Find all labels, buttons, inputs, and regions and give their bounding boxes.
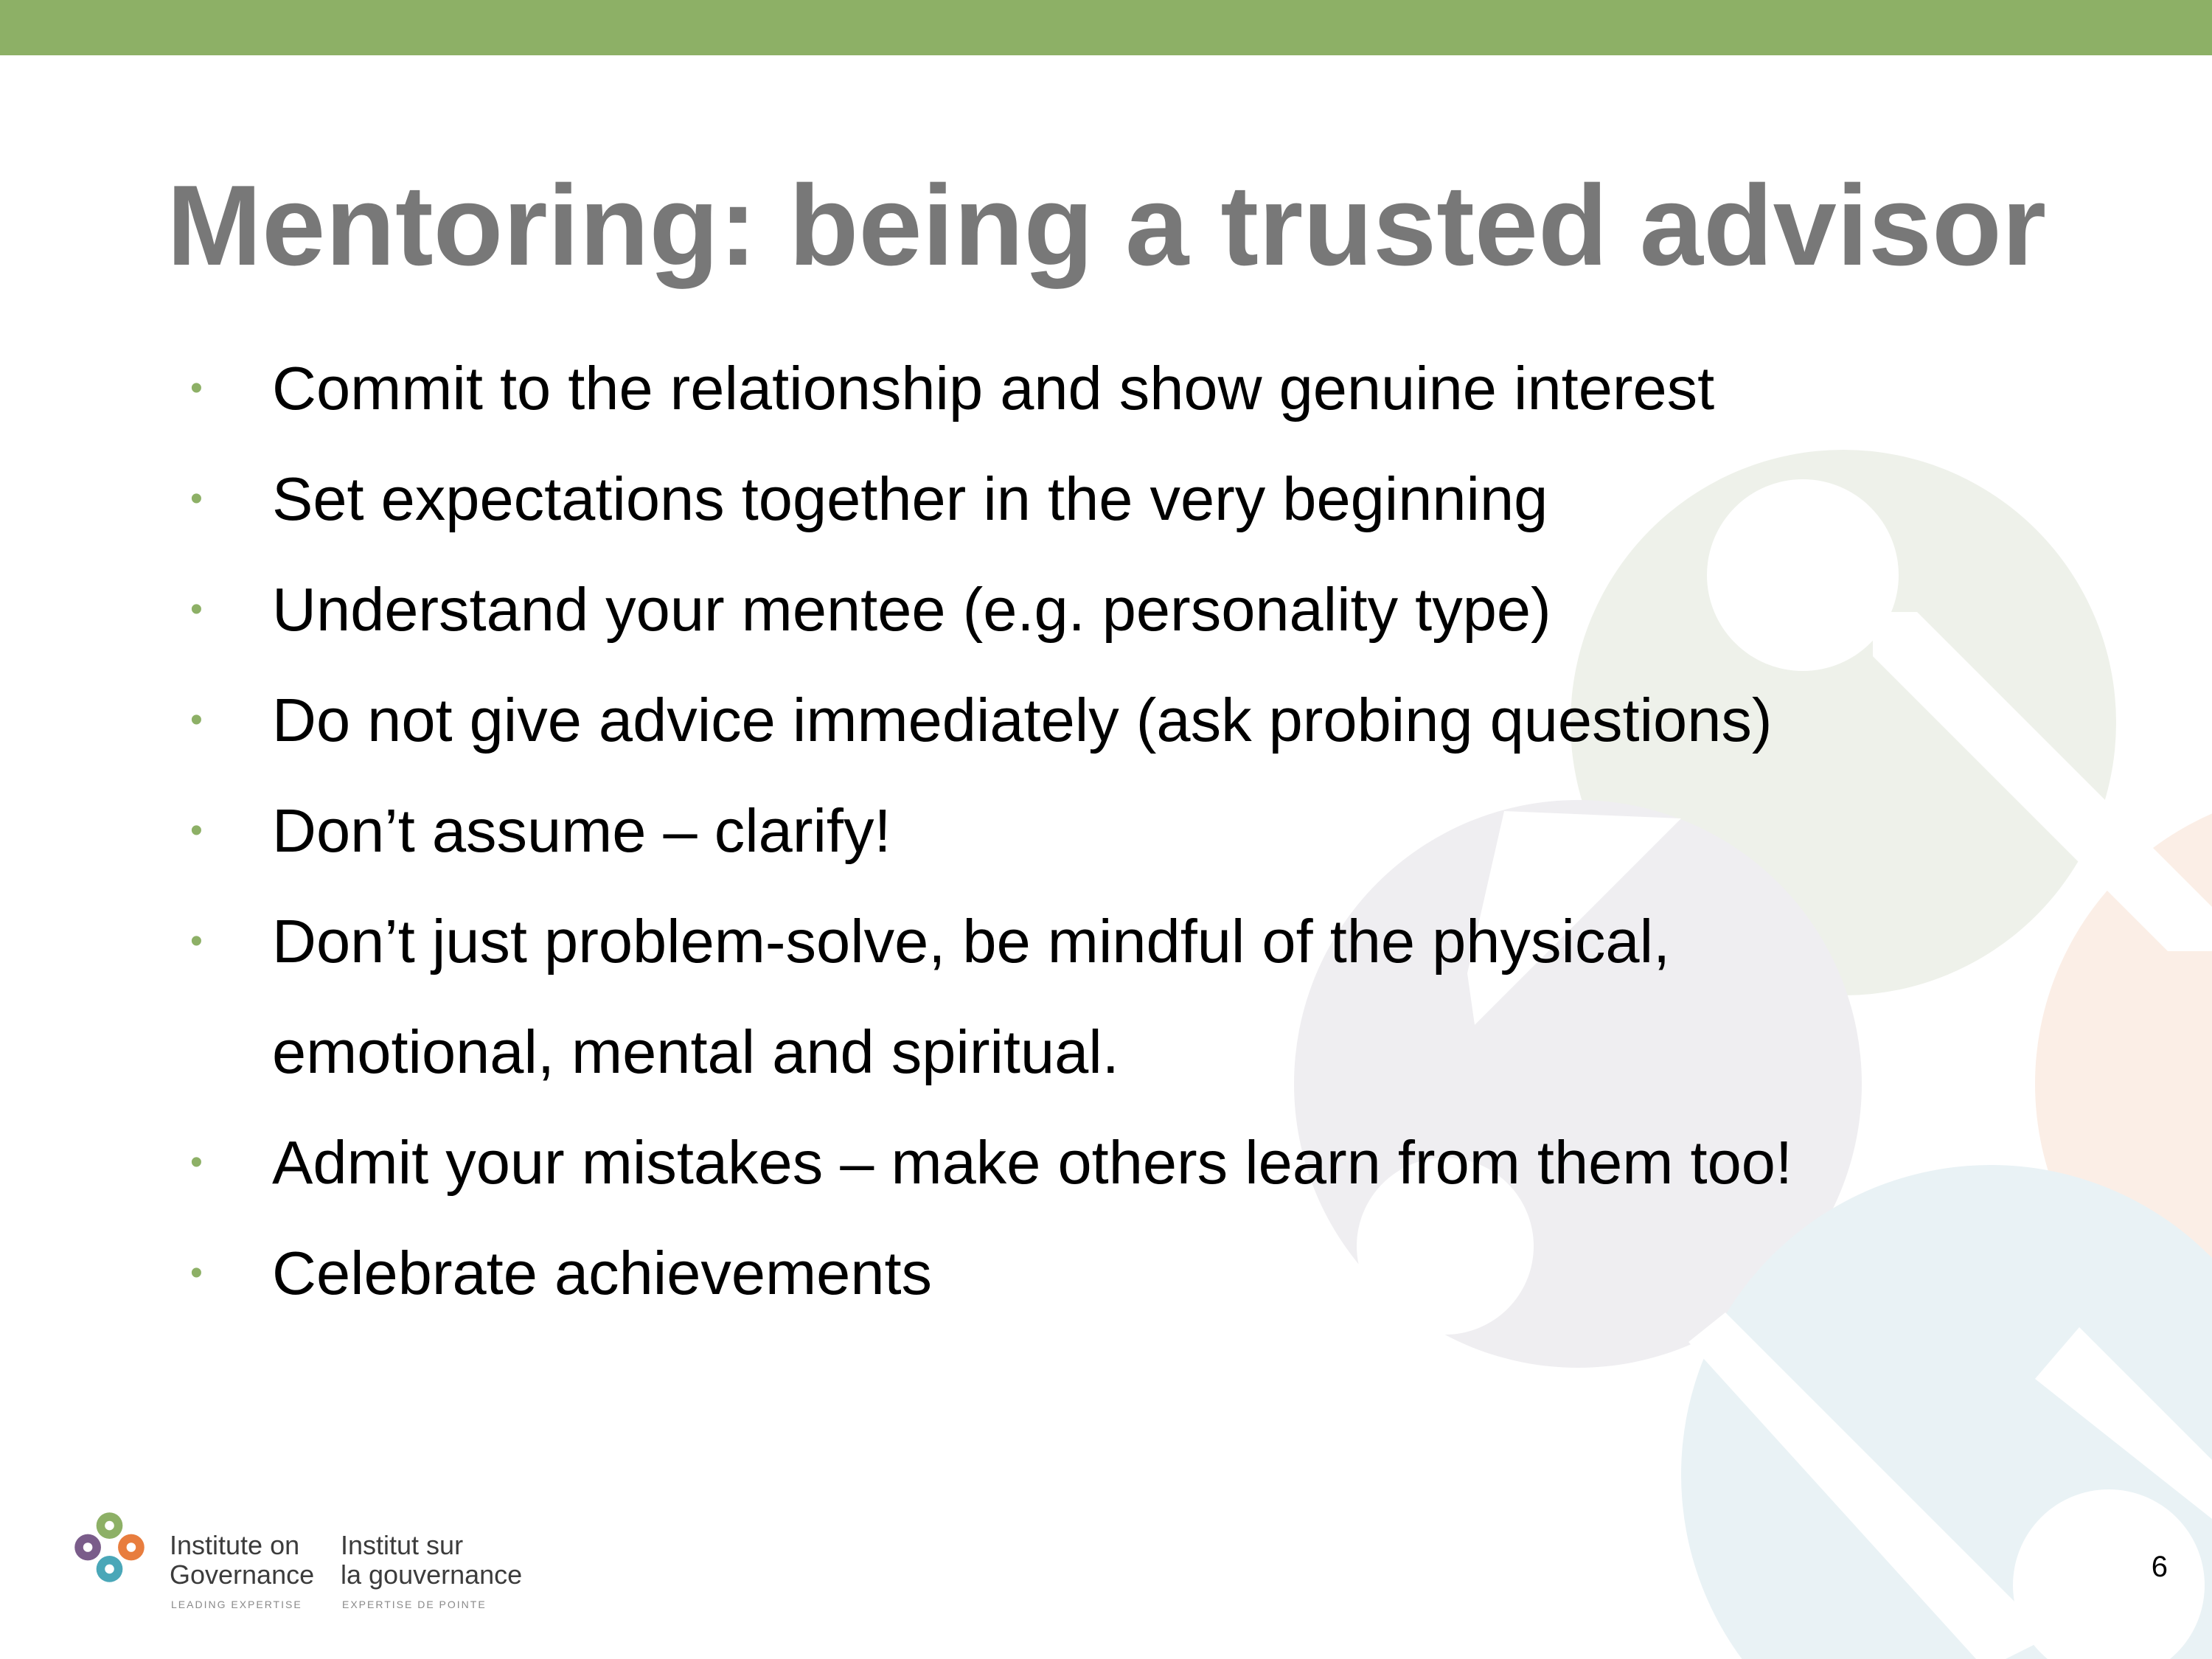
logo-fr-tagline: EXPERTISE DE POINTE: [342, 1599, 487, 1610]
bullet-text: Commit to the relationship and show genuine interest: [272, 354, 1715, 422]
bullet-marker: •: [190, 811, 203, 850]
logo-en-line-1: Institute on: [170, 1530, 300, 1560]
bullet-text: Set expectations together in the very beginning: [272, 465, 1548, 533]
bullet-text-line-1: Don’t just problem-solve, be mindful of the physical,: [272, 907, 1671, 975]
bullet-marker: •: [190, 1143, 203, 1182]
page-number: 6: [2151, 1551, 2168, 1583]
logo-mark-icon: [71, 1509, 148, 1586]
logo-fr-line-1: Institut sur: [341, 1530, 464, 1560]
bullet-text-line-2: emotional, mental and spiritual.: [272, 1018, 1119, 1086]
bullet-text: Don’t assume – clarify!: [272, 796, 891, 865]
slide-title: Mentoring: being a trusted advisor: [167, 161, 2047, 289]
bullet-marker: •: [190, 922, 203, 961]
bullet-text: Understand your mentee (e.g. personality type): [272, 575, 1551, 644]
institute-on-governance-logo: [71, 1504, 543, 1622]
logo-en-line-2: Governance: [170, 1559, 315, 1590]
bullet-marker: •: [190, 369, 203, 408]
logo-fr-line-2: la gouvernance: [341, 1559, 523, 1590]
logo-en-tagline: LEADING EXPERTISE: [171, 1599, 302, 1610]
bullet-marker: •: [190, 1253, 203, 1293]
bullet-marker: •: [190, 590, 203, 629]
bullet-text: Celebrate achievements: [272, 1239, 933, 1307]
bullet-text: Do not give advice immediately (ask probing questions): [272, 686, 1773, 754]
bullet-text: Admit your mistakes – make others learn from them too!: [272, 1128, 1792, 1197]
bullet-marker: •: [190, 479, 203, 518]
bullet-marker: •: [190, 700, 203, 740]
